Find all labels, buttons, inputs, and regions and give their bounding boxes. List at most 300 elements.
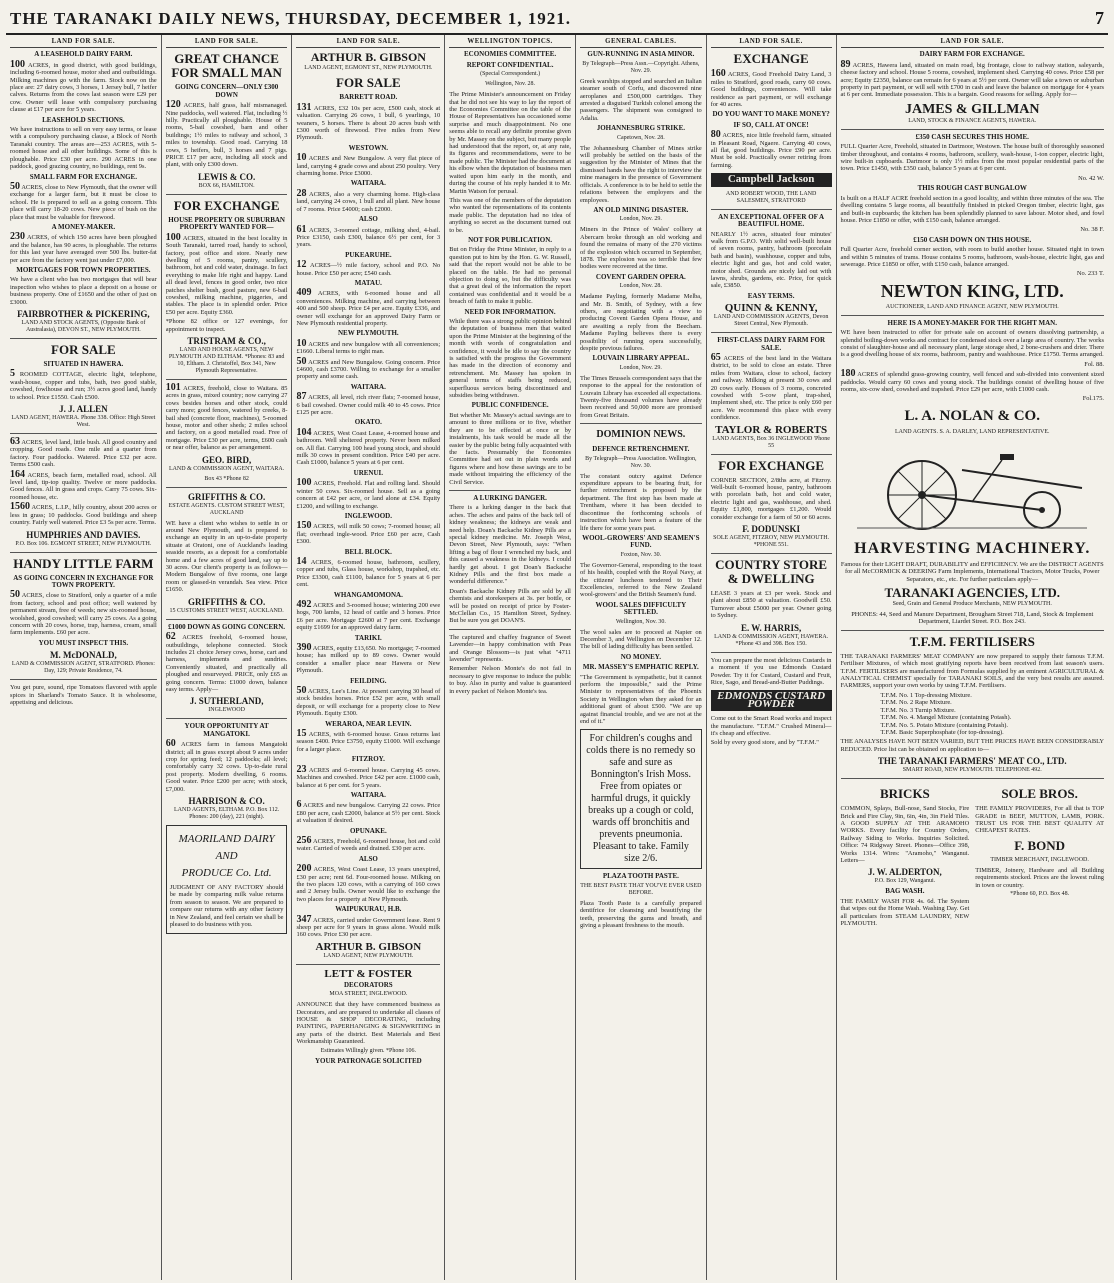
divider [10, 679, 157, 680]
ad-body: ACRES freehold, 6-roomed house, outbuildings, telephone connected. Stock includes 21 choice Jersey cows, horse, cart and harness, implements and sundries. Conveniently situated, and practically all ploughed and resurveyed. PRICE, only £65 as going concern. Terms: £1000 down, balance easy terms. Apply— [165, 634, 288, 693]
fertiliser-item: T.F.M. No. 3 Turnip Mixture. [880, 706, 956, 714]
divider [711, 553, 832, 554]
ad-body: ACRES and 3-roomed house; wintering 200 ewe hogs, 700 lambs, 12 head of cattle and 3 horses. Price £6 per acre. Mortgage £2600 at 7 per cent. Exchange equity £1699 for an approved dairy farm. [296, 601, 441, 632]
article-subhead: NOT FOR PUBLICATION. [468, 235, 553, 244]
ad-body: The captured and chaffey fragrance of Sweet Lavender—in happy combination with Peas and Orange Blossom—is just what "4711 lavender" represents. [449, 633, 571, 664]
ad-title: T.F.M. FERTILISERS [909, 633, 1035, 649]
ad-title: GREAT CHANCE FOR SMALL MAN [171, 51, 282, 81]
ad-body: ACRES, situated in the best locality in South Taranaki, tarred road, handy to school, factory, post office and store. Nearly new dwelling of 5 rooms, pantry, scullery, bathroom, hot and cold water, drainage. In fact everything to make life right and happy. Land all dead level, fences in good order, two nice patches shelter bush, good pasture, new 6-bail cowshed, milking machine, piggeries, and stables. The place is in splendid order. Price £50 per acre. Equity £360. [165, 234, 288, 316]
ad-body: ACRES, Hawera land, situated on main road, big frontage, close to railway station, saleyards, cheese factory and school. House 5 rooms, cowshed, implement shed. Carrying 40 cows. Price £58 per acre; Equity £2350, balance can remain for 6 years at 5½ per cent. Owner will take a town or suburban property in part payment, or will sell with £700 in cash and leave the balance on mortgage for 4 years at 6 per cent. Immediate possession. This is a bargain. Good reasons for selling. Apply for— [840, 61, 1104, 99]
ad-text [296, 426, 441, 467]
ad-body: ACRES of splendid grass-growing country, well fenced and sub-divided into convenient sized paddocks. Would carry 60 cows and young stock. The buildings consist of dwelling house of five rooms, six-cow shed, cowshed and trapshed. Price £29 per acre, with £1000 cash. [840, 371, 1104, 393]
ad-text [296, 598, 441, 632]
agent-name: HUMPHRIES AND DAVIES. [26, 529, 141, 540]
ad-heading: A MONEY-MAKER. [51, 222, 116, 231]
ad-body: ACRES, nice little freehold farm, situated in Pleasant Road, Ngaere. Carrying 40 cows, all flat, good buildings. Price £90 per acre. Must be sold. Practically owner retiring from farming. [710, 132, 832, 169]
ad-title: FOR EXCHANGE [718, 457, 825, 473]
ad-heading: YOUR OPPORTUNITY AT MANGATOKI. [184, 722, 269, 738]
ad-body: ACRES, of which 150 acres have been ploughed and the balance, has 90 acres, is ploughable. The returns for this last year have averaged over 500 lbs. butter-fat per acre from the factory went just under £7,000. [10, 234, 157, 264]
acreage: 80 [710, 129, 721, 141]
byline: (Special Correspondent.) [480, 71, 541, 78]
agent-address: MOA STREET, INGLEWOOD. [329, 991, 408, 998]
article-paragraph: "The Government is sympathetic, but it cannot perform the impossible," said the Prime Minister to representatives of the Phoenix Society in Wellington when they asked for an additional grant of about £500. "We are up against financial trouble, and we are not at the end of it." [579, 673, 702, 726]
acreage: 5 [10, 368, 15, 380]
ad-heading: EASY TERMS. [747, 291, 795, 300]
article-paragraph: Madame Payling, formerly Madame Melba, and Mr. B. Smith, of Sydney, with a few others, are negotiating with a view to producing Covent Garden Opera House, and are awaiting a reply from the Beecham. Madame Payling believes there is every possibility of running opera successfully, despite previous failures. [579, 293, 702, 352]
ad-body: COMMON, Splays, Bull-nose, Sand Stocks, Fire Brick and Fire Clay, 9in, 6in, 4in, 3in Field Tiles. A GOOD SUPPLY AT THE ARAMOHO WORKS. Every facility for Country Orders, Railway Siding to Works. Inquiries Solicited. Office: 74 Ridgway Street. Phones—Office 398, Works 1314. Wires: "Aramoho," Wanganui. Letters— [840, 805, 970, 864]
dateline: Foxton, Nov. 30. [620, 551, 662, 558]
agent-name: THE TARANAKI FARMERS' MEAT CO., LTD. [877, 756, 1067, 767]
ad-body: ACRES, with 6-roomed house and all conveniences. Milking machine, and carrying between 400 and 500 sheep. Price £4 per acre. Equity £336, and owner will exchange for an approved Dairy Farm or New Plymouth residential property. [296, 290, 441, 327]
article-subhead: LOUVAIN LIBRARY APPEAL. [592, 354, 690, 363]
ad-body: ACRES, freehold, close to Waitara. 85 acres in grass, mixed country; now carrying 27 cows besides horses and other stock, could carry more; good fences, watered by creeks, 8-bail shed (concrete floor, machines), 5-roomed house, motor and other sheds; 2 miles school and factory, on a good metalled road. Free of mortgage. Price £30 per acre, terms, £600 cash or near offer, balance as per arrangement. [165, 384, 288, 452]
ad-text [296, 223, 441, 249]
ad-text [296, 479, 440, 510]
agent-name: TRISTRAM & CO., [187, 335, 266, 346]
masthead [6, 6, 1108, 35]
ad-body: LEASE 3 years at £3 per week. Stock and plant about £850 at valuation. Goodwill £50. Turnover about £5000 per year. Owner going to Sydney. [710, 590, 832, 620]
article-paragraph: The Times Brussels correspondent says that the response to the appeal for the restoration of Louvain Library has exceeded all expectations. Twenty-five thousand volumes have already been received and 50,000 more are promised from Great Britain. [579, 374, 702, 419]
acreage: 87 [296, 391, 307, 403]
acreage: 104 [296, 426, 312, 438]
ad-body: ANNOUNCE that they have commenced business as Decorators, and are prepared to undertake all classes of HOUSE & SHOP DECORATING, including PAINTING, PAPERHANGING & SIGNWRITING in any parts of the district. Best Materials and Best Workmanship Guaranteed. [296, 1001, 441, 1046]
ad-body: ACRES, Freehold, 6-roomed house, hot and cold water. Carried of weeds and drained. £30 per acre. [296, 837, 441, 853]
ad-body: ACRES, 3-roomed cottage, milking shed, 4-bail. Price £3150, cash £300, balance 6½ per cent, for 3 years. [296, 226, 441, 249]
ad-body: ACRES, with 6-roomed house. Grass returns last season £400. Price £3750, equity £1000. Will exchange for a larger place. [296, 731, 441, 753]
acreage: 1560 [10, 501, 30, 513]
dateline: Wellington, Nov. 30. [615, 618, 666, 625]
ad-body: ACRES, will milk 50 cows; 7-roomed house; all flat; overhead ingle-wood. Price £60 per acre, Cash £300. [296, 523, 441, 546]
ad-heading: BAG WASH. [885, 887, 925, 896]
agent-address: LAND, STOCK & FINANCE AGENTS, HAWERA. [908, 117, 1037, 124]
ad-body: TIMBER, Joinery, Hardware and all Building requirements stocked. Prices are the lowest ruling in town or country. [975, 866, 1104, 889]
ad-body: ACRES, beach farm, metalled road, school. All level land, tip-top quality. Twelve or more paddocks. Good fences. All in grass and crops. Carry 75 cows. Six-roomed house, etc. [10, 471, 157, 501]
ad-text [296, 687, 440, 718]
agent-address: LAND AND HOUSE AGENTS, NEW PLYMOUTH AND ELTHAM. *Phones: 83 and 10, Eltham. J. Christoffel, Box 341, New Plymouth Representative. [168, 346, 285, 374]
column-1 [6, 35, 162, 1280]
maoriland-logo: AND [215, 850, 238, 862]
ad-heading: GOING CONCERN—ONLY £300 DOWN [174, 83, 279, 99]
divider [841, 129, 1105, 130]
ad-text [10, 370, 157, 401]
acreage: 50 [10, 589, 20, 601]
ad-note: THE ANALYSES HAVE NOT BEEN VARIED, BUT THE PRICES HAVE BEEN CONSIDERABLY REDUCED. Price list can be obtained on application to— [840, 738, 1104, 753]
ad-body: WE have been instructed to offer for private sale on account of owners dissolving partnership, a splendid boiling-down works and contract for condensed stock over a large area of country. The works consist of slaughter-house and all necessary plant, large storage shed, 2 bone-crushers and drier. There is a good dwelling house of six rooms, bathroom, pantry and washhouse. Price £1750. Terms arranged. [840, 329, 1104, 359]
divider [166, 619, 288, 620]
maoriland-logo: MAORILAND DAIRY [178, 833, 275, 845]
ad-body: ACRES, West Coast Lease, 4-roomed house and bathroom. Well sheltered property. Never been milked on. All flat. Carrying 100 head young stock, and should milk 30 cows in present condition. Price £40 per acre. Cash £1000, balance 5 years at 6 per cent. [296, 429, 441, 467]
divider [166, 379, 288, 380]
article-subhead: GUN-RUNNING IN ASIA MINOR. [587, 50, 695, 59]
agent-address: P.O. Box 106. EGMONT STREET, NEW PLYMOUTH. [15, 540, 152, 547]
ad-heading: ALSO [358, 854, 378, 863]
agent-name: J. SUTHERLAND, [189, 696, 264, 707]
agent-address: LAND AGENTS, Box 36 INGLEWOOD 'Phone 55 [712, 435, 830, 449]
ad-text [296, 187, 441, 213]
ad-text [841, 370, 1105, 393]
ad-body: ACRES and 6-roomed house. Carrying 45 cows. Machines and cowshed. Price £42 per acre. £1000 cash, balance at 6 per cent. for 5 years. [296, 766, 441, 789]
divider [711, 332, 832, 333]
ad-heading: YOU MUST INSPECT THIS. [38, 638, 129, 647]
ad-body: ACRES, Freehold. Flat and rolling land. Should winter 50 cows. Six-roomed house. Sell as a going concern at £42 per acre, or land alone at £34. Equity £1200, and willing to exchange. [296, 480, 441, 510]
ad-heading: URENUI. [353, 468, 384, 477]
column-header: LAND FOR SALE. [711, 38, 832, 48]
acreage: 60 [165, 738, 176, 750]
ad-text [10, 233, 157, 264]
ad-body: ACRES, carried under Government lease. Rent 9 sheep per acre for 9 years in grass alone. Would milk 160 cows. Price £30 per acre. [296, 916, 441, 939]
ad-text [296, 101, 441, 142]
agent-name: QUINN & KENNY, [724, 302, 818, 315]
folio-number: No. 38 F. [1080, 226, 1104, 234]
divider [711, 652, 832, 653]
agent-name: F. DODUNSKI [742, 524, 800, 535]
article-paragraph: This was one of the members of the deputation who wanted the representations of its contents made public. The deputation had no idea of anything so secret as the document turned out to be. [449, 196, 571, 234]
acreage: 65 [710, 351, 721, 363]
ad-heading: ALSO [358, 215, 378, 224]
ad-body: ACRES and new bungalow with all conveniences; £1660. Liberal terms to right man. [296, 340, 441, 356]
ad-heading: DECORATORS [343, 980, 393, 989]
agent-name: L. A. NOLAN & CO. [904, 407, 1040, 424]
agent-name: Campbell Jackson [711, 173, 832, 186]
maoriland-dairy-ad [166, 825, 288, 934]
article-paragraph: While there was a strong public opinion behind the deputation of business men that waited upon the Prime Minister at the beginning of the month with words of congratulation and confidence, it would be idle to say the country is satisfied with the progress the Government has made in the direction of economy and retrenchment. Mr. Massey has spoken in general terms of staffs being reduced, superfluous services being discontinued and subsidies being withdrawn. [449, 318, 571, 400]
ad-title: HARVESTING MACHINERY. [854, 539, 1091, 557]
divider [166, 487, 288, 488]
ad-text [296, 154, 440, 177]
ad-body: ACRES and new bungalow. Carrying 22 cows. Price £80 per acre, cash £2000, balance at 5½ per cent. Stock at valuation if desired. [296, 802, 441, 825]
agent-name: J. J. ALLEN [59, 404, 108, 415]
agent-name: ARTHUR B. GIBSON [315, 940, 422, 953]
ad-body: Remember Nelson Monte's do not fail in necessary to give response to induce the public to buy. Also in purity and value is guaranteed in every packet of Nelson Monte's tea. [449, 665, 571, 695]
ad-text [166, 740, 288, 793]
column-2 [162, 35, 293, 1280]
divider [166, 718, 288, 719]
ad-title: FOR SALE [336, 75, 401, 91]
acreage: 230 [10, 231, 25, 243]
acreage: 492 [296, 598, 312, 610]
agent-name: GRIFFITHS & CO. [187, 596, 266, 607]
acreage: 101 [165, 381, 181, 393]
ad-heading: FEILDING. [350, 676, 387, 685]
acreage: 164 [10, 468, 25, 480]
column-3 [292, 35, 445, 1280]
ad-text [296, 913, 441, 939]
agent-address: LAND & COMMISSION AGENT, HAWERA. *Phone 43 and 398. Box 150. [714, 633, 829, 647]
ad-text [296, 355, 441, 381]
ad-heading: SMALL FARM FOR EXCHANGE. [29, 172, 137, 181]
divider [296, 964, 440, 965]
ad-heading: DAIRY FARM FOR EXCHANGE. [919, 50, 1025, 59]
ad-heading: IF SO, CALL AT ONCE! [733, 120, 809, 129]
ad-text [166, 101, 288, 169]
acreage: 256 [296, 834, 312, 846]
agent-address: Seed, Grain and General Produce Merchants, NEW PLYMOUTH. [892, 601, 1052, 608]
ad-text [296, 393, 440, 416]
ad-body: You can prepare the most delicious Custards in a moment if you use Edmonds Custard Powder. Try it for Custard, Custard and Fruit, Rice, Sago, and Bread-and-Butter Puddings. [710, 656, 832, 686]
ad-title: EXCHANGE [733, 51, 809, 67]
ad-title: SOLE BROS. [1001, 786, 1078, 802]
ad-heading: FITZROY. [351, 755, 385, 764]
column-header: GENERAL CABLES. [580, 38, 702, 48]
ad-text [840, 58, 1105, 99]
acreage: 160 [710, 68, 726, 80]
ad-text [296, 522, 440, 545]
ad-text [10, 468, 157, 502]
ad-heading: WAITARA. [350, 179, 386, 188]
agent-name: NEWTON KING, LTD. [880, 280, 1064, 301]
ad-heading: £1000 DOWN AS GOING CONCERN. [168, 622, 286, 631]
ad-text [296, 834, 441, 853]
ad-heading: OKATO. [354, 418, 382, 427]
article-subhead: NEED FOR INFORMATION. [464, 307, 556, 316]
ad-text [296, 801, 440, 824]
acreage: 180 [840, 368, 856, 380]
divider [711, 209, 832, 210]
divider [10, 338, 157, 339]
ad-body: Full Quarter Acre, freehold corner section, with room to build another house. Situated right in town and within 5 minutes of trams. House contains 5 rooms, bathroom, wash-house, electric light, gas and sewerage. Price £1850 or offer, with £150 cash, balance arranged. [840, 246, 1104, 268]
agent-name: F. BOND [1014, 837, 1066, 853]
ad-text [711, 131, 832, 169]
ad-heading: BARRETT ROAD. [339, 93, 398, 102]
agent-name: LEWIS & CO. [197, 171, 256, 182]
ad-body: ACRES and New Bungalow. A very flat piece of land, carrying 4 grade cows and about 250 poultry. Very charming home. Price £3000. [296, 155, 441, 178]
divider [10, 433, 157, 434]
ad-body: Plaza Tooth Paste is a carefully prepared dentifrice for cleansing and beautifying the teeth, preserving the gums and breath, and giving a pleasant freshness to the mouth. [579, 899, 702, 930]
ad-text [296, 763, 441, 789]
column-4 [445, 35, 576, 1280]
fertiliser-item: T.F.M. Basic Superphosphate (for top-dressing). [880, 728, 1004, 736]
ad-title: FOR EXCHANGE [173, 197, 280, 213]
divider [841, 778, 1105, 779]
article-paragraph: The Johannesburg Chamber of Mines strike will probably be settled on the basis of the suggestion by the Minister of Mines that the dismissed hands have the right to interview the mine managers in the presence of Government officials. A conference is to be held to settle the relations between the employers and the employees. [579, 144, 702, 204]
divider [841, 315, 1105, 316]
article-subhead: WOOL-GROWERS' AND SEAMEN'S FUND. [582, 533, 700, 550]
ad-note: Estimates Willingly given. *Phone 106. [320, 1047, 416, 1054]
agent-address: LAND & COMMISSION AGENT, STRATFORD. Phones: Day, 129; Private Residence, 74. [11, 661, 155, 675]
ad-body: Famous for their LIGHT DRAFT, DURABILITY and EFFICIENCY. We are the DISTRICT AGENTS for all McCORMICK & DEERING Farm Implements, International Tractors, Motor Trucks, Power Separators, etc., etc. For further particulars apply— [840, 560, 1104, 583]
acreage: 23 [296, 763, 307, 775]
agent-address: LAND AND COMMISSION AGENTS, Devon Street Central, New Plymouth. [713, 314, 829, 328]
divider [10, 552, 157, 553]
acreage: 50 [296, 685, 307, 697]
ad-text [10, 591, 157, 636]
ad-title: HANDY LITTLE FARM [13, 555, 154, 571]
ad-body: Doan's Backache Kidney Pills are sold by all chemists and storekeepers at 3s. per bottle, or will be posted on receipt of price by Foster-McClellan Co., 15 Hamilton Street, Sydney. But be sure you get DOAN'S. [449, 587, 571, 625]
masthead-title: THE TARANAKI DAILY NEWS, THURSDAY, DECEMBER 1, 1921. [10, 9, 572, 28]
dateline: By Telegraph—Press Assn.—Copyright. Athens, Nov. 29. [582, 60, 700, 74]
ad-heading: HOUSE PROPERTY OR SUBURBAN PROPERTY WANTED FOR— [168, 215, 285, 232]
ad-title: FOR SALE [51, 342, 116, 357]
fertiliser-list [841, 692, 1105, 736]
acreage: 50 [296, 355, 307, 367]
acreage: 390 [296, 642, 312, 653]
ad-body: There is a lurking danger in the back that aches. The aches and pains of the back tell of kidney weakness; the kidneys are weak and need help. Doan's Backache Kidney Pills are a special kidney medicine. Mr. Joseph West, Devon Street, New Plymouth, says: "When lifting a bag of flour I wrenched my back, and this caused a weakness in the kidneys. I could hardly get about. I got Doan's Backache Kidney Pills and the first box made a wonderful difference." [449, 504, 571, 586]
ad-body: ACRES, also a very charming home. High-class land, carrying 24 cows, 1 bull and all plant. New house of 7 rooms. Price £4000; cash £2000. [296, 190, 441, 213]
acreage: 120 [165, 99, 181, 111]
ad-text [10, 180, 157, 221]
harvester-machine-illustration [852, 440, 1092, 536]
ad-text [10, 58, 157, 114]
ad-heading: A LEASEHOLD DAIRY FARM. [34, 50, 133, 59]
ad-text [711, 70, 832, 108]
agent-name: LETT & FOSTER [324, 967, 413, 980]
ad-body: ACRES and New Bungalow. Going concern. Price £4600, cash £3700. Willing to exchange for a smaller property and some cash. [296, 358, 441, 381]
ad-heading: AS GOING CONCERN IN EXCHANGE FOR TOWN PROPERTY. [13, 573, 154, 589]
agent-address: LAND AGENT, EGMONT ST., NEW PLYMOUTH. [304, 65, 433, 72]
ad-body: We have a client who has two mortgages that will bear inspection who wishes to place a deposit on a house or business property. One of £1650 and the other of just on £3000. [10, 276, 157, 306]
agent-name: J. W. ALDERTON, [867, 867, 942, 878]
divider [841, 630, 1105, 631]
acreage: 6 [296, 799, 302, 811]
ad-heading: AN EXCEPTIONAL OFFER OF A BEAUTIFUL HOME. [718, 212, 825, 229]
acreage: 61 [296, 223, 307, 235]
ad-title: BRICKS [879, 786, 930, 802]
ad-heading: PUKEARUHE. [345, 250, 392, 259]
acreage: 15 [296, 728, 307, 740]
columns [6, 35, 1108, 1280]
ad-heading: WAITARA. [350, 382, 386, 391]
ad-heading: £350 CASH SECURES THIS HOME. [915, 132, 1029, 141]
ad-heading: LEASEHOLD SECTIONS. [42, 115, 125, 124]
divider [711, 454, 832, 455]
folio-number: Fol.175. [1082, 395, 1104, 403]
bricks-ad [841, 783, 970, 929]
column-header: LAND FOR SALE. [10, 38, 157, 48]
article-paragraph: Greek warships stopped and searched an Italian steamer south of Corfu, and discovered nine aeroplanes and £500,000 cartridges. They arrested a disguised Turkish colonel among the passengers. The shipment was consigned to Adalia. [579, 77, 702, 122]
agent-address: LAND AGENT, HAWERA. Phone 338. Office: High Street West. [11, 415, 156, 429]
ad-heading: OPUNAKE. [349, 826, 387, 835]
agent-name: GRIFFITHS & CO. [187, 491, 266, 502]
fertiliser-item: T.F.M. No. 1 Top-dressing Mixture. [880, 691, 972, 699]
ad-heading: MORTGAGES FOR TOWN PROPERTIES. [16, 265, 151, 274]
agent-name: GEO. BIRD, [201, 454, 252, 465]
article-subhead: NO MONEY. [620, 652, 661, 661]
sole-bros-ad [975, 783, 1104, 929]
agent-name: E. W. HARRIS, [740, 622, 802, 633]
article-paragraph: The Governor-General, responding to the toast of his health, coupled with the Royal Navy, at the citizens' luncheon tendered to Their Excellencies, referred to the New Zealand wool-growers' and the British Seamen's fund. [579, 561, 702, 599]
folio-number: No. 233 T. [1076, 270, 1104, 278]
acreage: 150 [296, 520, 312, 532]
acreage: 347 [296, 913, 312, 925]
ad-body: ACRES, 6-roomed house, bathroom, scullery, copper and tubs, Glass house, workshop, trapshed, etc. Price £3300, cash £1100, balance for 5 years at 6 per cent. [296, 558, 441, 589]
ad-body: THE TARANAKI FARMERS' MEAT COMPANY are now prepared to supply their famous T.F.M. Fertiliser Mixtures, of which most gratifying reports have been received from last season's users. T.F.M. FERTILISERS are manufactured from Formulas supplied by an eminent AGRICULTURAL & ANALYTICAL CHEMIST specially for TARANAKI SOILS, and the very best results are assured. FARMERS, support your own works by using T.F.M. Fertilisers. [840, 652, 1104, 690]
article-subhead: WOOL SALES DIFFICULTY SETTLED. [595, 600, 687, 617]
ad-text [10, 438, 157, 469]
ad-heading: MATAU. [354, 278, 382, 287]
folio-number: Fol. 88. [1084, 360, 1104, 368]
ad-heading: WERAROA, NEAR LEVIN. [325, 719, 412, 728]
ad-body: ACRES, West Coast Lease, 13 years unexpired, £30 per acre; rent 6d. Four-roomed house. Milking on the two places 120 cows, with a carrying of 160 cows and 2 Jersey bulls. Owner would like to exchange the two places for a property at New Plymouth. [296, 866, 441, 903]
acreage: 62 [165, 631, 176, 643]
column-header: LAND FOR SALE. [166, 38, 288, 48]
ad-text [166, 633, 288, 693]
phone-numbers: PHONES: 44, Seed and Manure Department, Brougham Street 718, Land, Stock & Implement Department, Liardet Street. P.O. Box 243. [851, 611, 1094, 626]
article-paragraph: The Prime Minister's announcement on Friday that he did not see his way to lay the report of the Economies Committee on the table of the House of Representatives has occasioned some surprise and much disappointment. No one seems able to recall any definite promise given by Mr. Massey on the subject, but many people had understood that the report, or, at any rate, its figures and recommendations, were to be made public. The Minister had the document at his elbow when the deputation of business men waited upon him early in the month, and during the course of his reply handed it to Mr. Martin Watson for perusal. [449, 91, 571, 195]
acreage: 14 [296, 555, 307, 567]
ad-heading: INGLEWOOD. [344, 511, 392, 520]
agent-address: BOX 66, HAMILTON. [198, 182, 255, 189]
dateline: London, Nov. 29. [619, 364, 662, 371]
ad-heading: WAITARA. [350, 790, 386, 799]
agent-address: AND ROBERT WOOD, THE LAND SALESMEN, STRATFORD [725, 190, 817, 204]
dateline: London, Nov. 28. [619, 283, 662, 290]
acreage: 89 [840, 58, 851, 70]
acreage: 131 [296, 101, 312, 113]
agent-address: AUCTIONEER, LAND AND FINANCE AGENT, NEW PLYMOUTH. [885, 303, 1059, 310]
ad-note: *Phone 82 office or 127 evenings, for appointment to inspect. [165, 318, 288, 333]
section-title: DOMINION NEWS. [596, 429, 686, 441]
ad-text [710, 351, 832, 422]
agent-address: SOLE AGENT, FITZROY, NEW PLYMOUTH. *PHONE 551. [713, 535, 830, 549]
ad-body: NEARLY 1½ acres, situated four minutes' walk from G.P.O. With solid well-built house of seven rooms, pantry, bathroom (porcelain bath and basin), washhouse, copper and tubs, electric light and gas, hot and cold water, motor shed. Grounds are nicely laid out with lawns, shrubs, gardens, etc. Price, for quick sale, £3850. [710, 230, 832, 290]
ad-body: ACRES, half grass, half mismanaged. Nine paddocks, well watered. Flat, including ½ hilly. Practically all ploughable. House of 5 rooms, 5-bail cowshed, barn and other buildings; 1½ miles to railway and school, 3 miles to township. Good road. Carrying 18 cows, 5 heifers, bull, 3 horses and 7 pigs. PRICE £17 per acre, including all stock and plant, with only £300 down. [165, 102, 288, 169]
acreage: 100 [10, 58, 25, 70]
ad-text [165, 231, 288, 316]
ad-heading: £150 CASH DOWN ON THIS HOUSE. [913, 235, 1032, 244]
ad-body: CORNER SECTION, 2/8ths acre, at Fitzroy. Well-built 6-roomed house, pantry, bathroom with porcelain bath, hot and cold water, electric light and gas, washhouse, and shed. Equity £1,800, mortgages £1,200. Would consider exchange for a farm of 50 or 60 acres. [710, 476, 832, 521]
divider [449, 490, 571, 491]
agent-name: TARANAKI AGENCIES, LTD. [884, 585, 1061, 601]
dateline: Wellington, Nov. 28. [485, 81, 536, 88]
column-header: LAND FOR SALE. [296, 38, 440, 48]
ad-text [296, 555, 441, 589]
agent-address: ESTATE AGENTS. CUSTOM STREET WEST, AUCKLAND [168, 502, 285, 516]
agent-address: TIMBER MERCHANT, INGLEWOOD. [990, 856, 1089, 863]
dateline: London, Nov. 29. [619, 216, 662, 223]
ad-heading: A LURKING DANGER. [473, 493, 547, 502]
article-subhead: AN OLD MINING DISASTER. [593, 205, 689, 214]
ad-body: ACRES, Lee's Line. At present carrying 30 head of stock besides horses. Price £52 per acre, with small deposit, or will exchange for a property close to New Plymouth. Equity £300. [296, 688, 441, 718]
ad-body: Come out to the Smart Road works and inspect the manufacture. "T.F.M." Crushed Mineral—it's cheap and effective. [710, 715, 832, 737]
dateline: By Telegraph—Press Association. Wellington, Nov. 30. [585, 455, 697, 469]
agent-address: LAND & COMMISSION AGENT, WAITARA. [168, 465, 285, 472]
ad-body: ACRES, close to New Plymouth, that the owner will exchange for a larger farm, but it must be close to school. He is prepared to sell as a going concern. This place will carry 18-20 cows. New piece of bush on the place that must be valuable for firewood. [10, 183, 157, 221]
ad-body: WE have a client who wishes to settle in or around New Plymouth, and is prepared to exchange an equity in an up-to-date property situate at Oratoni, one of Auckland's leading seaside resorts, as a deposit for a comfortable home and a few acres of good land, say up to 30 acres. Our client's property is as follows—Modern Bungalow of five rooms, one large room or glassed-in verandah. Sea view. Price £1650. [165, 519, 288, 594]
fertiliser-item: T.F.M. No. 4. Mangel Mixture (containing Potash). [880, 714, 1012, 722]
agent-name: JAMES & GILLMAN [904, 101, 1040, 117]
ad-body: JUDGMENT OF ANY FACTORY should be made by comparing milk value returns from season to season. We are prepared to compare our returns with any other factory in New Zealand, and feel certain we shall be pleased to do business with you. [169, 884, 284, 929]
acreage: 100 [296, 477, 312, 489]
ad-heading: TARIKI. [354, 633, 382, 642]
article-subhead: DEFENCE RETRENCHMENT. [592, 445, 690, 454]
agent-name: M. McDONALD, [49, 650, 117, 661]
acreage: 50 [10, 180, 20, 192]
ad-body: FULL Quarter Acre, Freehold, situated in Dartmoor, Westown. The house built of thoroughly seasoned timber throughout, and contains 4 rooms, bathroom, scullery, wash-house, 1-ton copper, electric light, wire built-in cupboards. Dartmoor is only 1½ miles from the most popular residential parts of the town. Price £1450, with £350 cash, balance 5 years at 6 per cent. [840, 143, 1104, 173]
ad-heading: WAIPUKURAU, H.B. [335, 905, 402, 914]
ad-text [296, 865, 440, 903]
article-subhead: COVENT GARDEN OPERA. [595, 272, 686, 281]
column-7 [837, 35, 1109, 1280]
ad-text [165, 381, 288, 452]
article-paragraph: But on Friday the Prime Minister, in reply to a question put to him by the Hon. G. W. Russell, said that the report would not be able to be placed on the table. He had no personal objection to doing so, but the difficulty was that a great deal of the information the report contained was confidential and it would be a breach of faith to make it public. [449, 246, 571, 306]
agent-address: P.O. Box 129, Wanganui. [874, 878, 936, 885]
phone-numbers: *Phone 60, P.O. Box 48. [1010, 890, 1070, 897]
page-number: 7 [1095, 8, 1104, 28]
ad-heading: SITUATED IN HAWERA. [43, 360, 124, 368]
ad-body: ACRES farm in famous Mangatoki district; all in grass except about 9 acres under crop for spring feed; 12 paddocks; all level; comfortably carry 32 cows. Up-to-date rural post property. Modern dwelling, 6 rooms. Good water. Price £200 per acre; with stock, £7,000. [165, 741, 288, 793]
ad-heading: WHANGAMOMONA. [333, 590, 403, 599]
agent-address: INGLEWOOD [208, 707, 245, 714]
ad-heading: THIS ROUGH CAST BUNGALOW [917, 184, 1027, 193]
acreage: 10 [296, 337, 307, 349]
ad-heading: FIRST-CLASS DAIRY FARM FOR SALE. [717, 336, 826, 352]
ad-body: ACRES, all level, rich river flats; 7-roomed house, 6 bail cowshed. Owner could milk 40 to 45 cows. Price £125 per acre. [296, 394, 441, 417]
column-6 [707, 35, 837, 1280]
folio-number: No. 42 W. [1078, 174, 1104, 182]
ad-body: ACRES, equity £13,650. No mortgage; 7-roomed house; has milked up to 89 cows. Owner would consider a smaller place near Hawera or New Plymouth. [296, 645, 441, 675]
acreage: 100 [165, 231, 181, 243]
agent-name: ARTHUR B. GIBSON [310, 50, 426, 65]
